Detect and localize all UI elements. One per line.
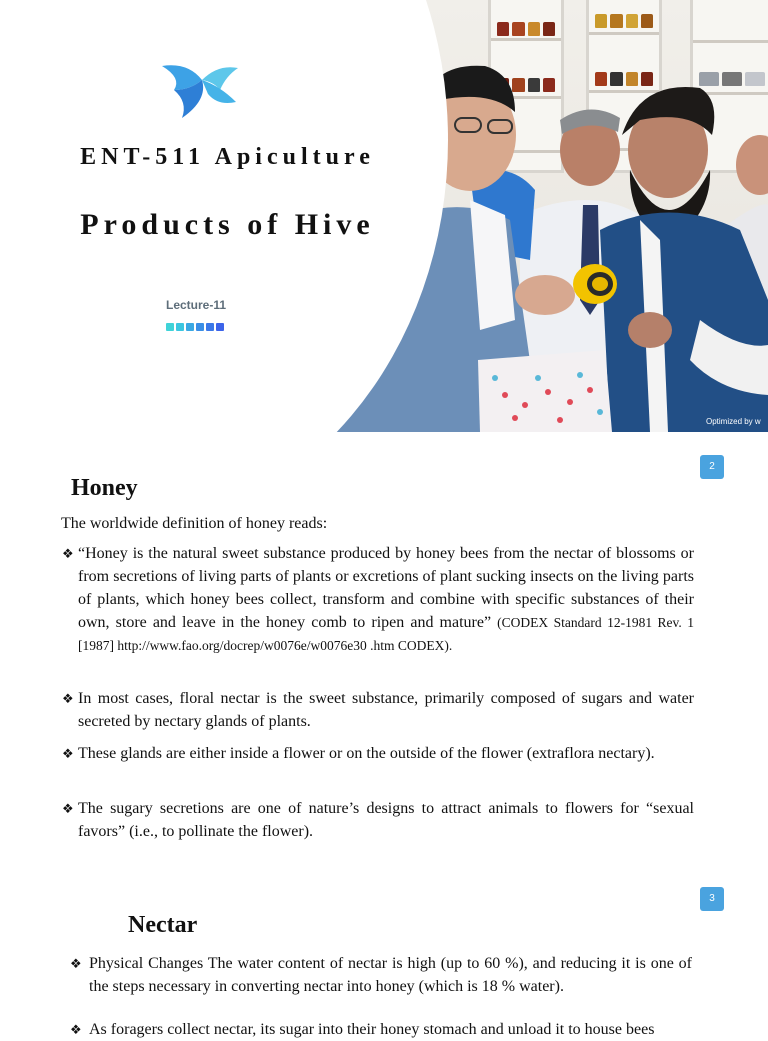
intro-text: The worldwide definition of honey reads: — [61, 515, 328, 532]
title-slide — [0, 0, 768, 432]
course-title: ENT-511 Apiculture — [80, 144, 375, 170]
bullet-item — [62, 797, 694, 843]
slide-heading: Nectar — [128, 912, 198, 938]
bullet-text: “Honey is the natural sweet substance produced by honey bees from the nectar of blossoms or from secretions of living parts of plants or excretions of plant sucking insects on the living parts of plants, which honey bees collect, transform and combine with specific substances of their own, store and leave in the honey comb to ripen and mature” — [78, 545, 694, 631]
bullet-item — [62, 742, 694, 765]
page-number-badge: 2 — [700, 455, 724, 479]
lecture-label: Lecture-11 — [165, 298, 227, 312]
accent-dot — [216, 323, 224, 331]
accent-dot — [206, 323, 214, 331]
diamond-bullet-icon: ❖ — [62, 546, 74, 561]
bullet-text: As foragers collect nectar, its sugar into their honey stomach and unload it to house bees — [89, 1021, 655, 1038]
accent-dots — [166, 323, 224, 331]
diamond-bullet-icon: ❖ — [62, 801, 74, 816]
diamond-bullet-icon: ❖ — [70, 956, 82, 971]
bullet-item — [62, 687, 694, 733]
slide-title: Products of Hive — [80, 208, 375, 241]
watermark: Optimized by w — [706, 417, 761, 426]
bird-logo-icon — [160, 60, 240, 120]
bullet-text: These glands are either inside a flower or on the outside of the flower (extraflora nectary). — [78, 745, 655, 762]
accent-dot — [166, 323, 174, 331]
diamond-bullet-icon: ❖ — [62, 691, 74, 706]
bullet-item — [70, 952, 692, 998]
bullet-item — [62, 542, 694, 657]
diamond-bullet-icon: ❖ — [70, 1022, 82, 1037]
bullet-text: The sugary secretions are one of nature’s designs to attract animals to flowers for “sexual favors” (i.e., to pollinate the flower). — [78, 800, 694, 840]
slide-heading: Honey — [71, 475, 138, 501]
accent-dot — [176, 323, 184, 331]
accent-dot — [186, 323, 194, 331]
bullet-item — [70, 1018, 692, 1041]
citation-text: (CODEX Standard 12-1981 Rev. 1 [1987] http://www.fao.org/docrep/w0076e/w0076e30 .htm CODEX). — [78, 615, 694, 653]
diamond-bullet-icon: ❖ — [62, 746, 74, 761]
bullet-text: Physical Changes The water content of nectar is high (up to 60 %), and reducing it is one of the steps necessary in converting nectar into honey (which is 18 % water). — [89, 955, 692, 995]
page-number-badge: 3 — [700, 887, 724, 911]
accent-dot — [196, 323, 204, 331]
bullet-text: In most cases, floral nectar is the sweet substance, primarily composed of sugars and water secreted by nectary glands of plants. — [78, 690, 694, 730]
